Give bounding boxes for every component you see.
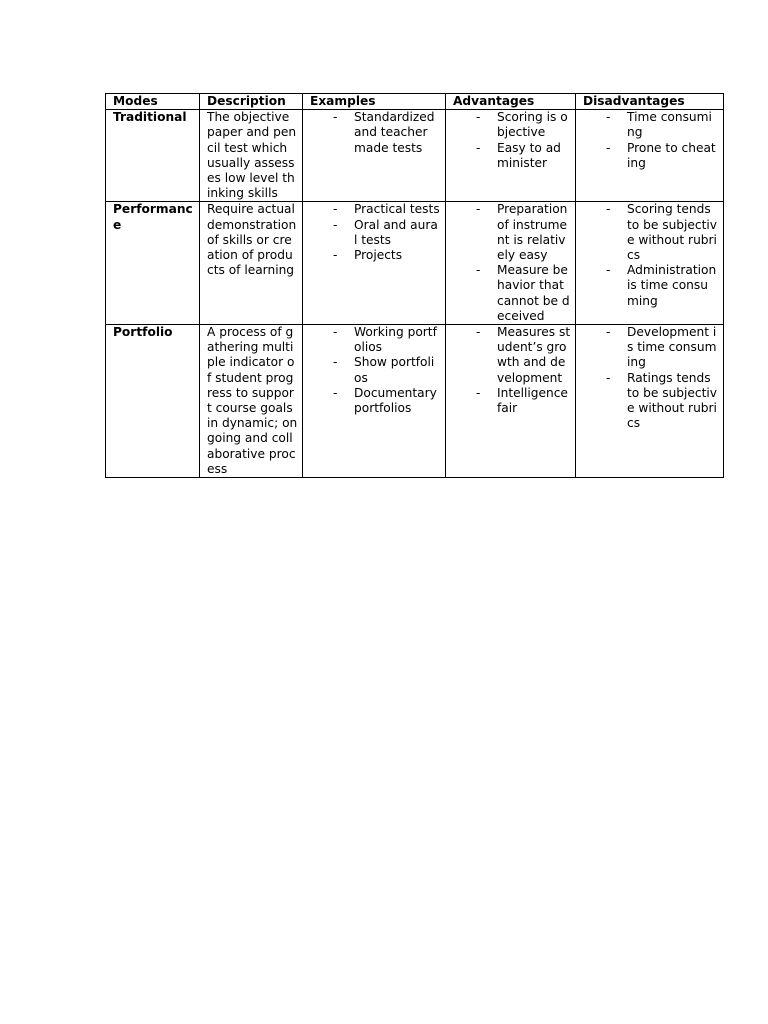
list-item-text: Scoring is objective bbox=[497, 110, 568, 140]
examples-list bbox=[310, 325, 441, 416]
dash-bullet-icon: - bbox=[333, 217, 338, 232]
list-item-text: Practical tests bbox=[354, 202, 440, 217]
advantages-list bbox=[453, 325, 571, 416]
dash-bullet-icon: - bbox=[606, 263, 611, 278]
dash-bullet-icon: - bbox=[476, 263, 481, 278]
dash-bullet-icon: - bbox=[333, 385, 338, 400]
cell-disadvantages bbox=[576, 202, 724, 325]
cell-advantages bbox=[446, 202, 576, 325]
list-item bbox=[453, 202, 571, 263]
cell-advantages bbox=[446, 110, 576, 202]
dash-bullet-icon: - bbox=[333, 110, 338, 125]
header-modes: Modes bbox=[106, 94, 200, 110]
cell-description: Require actual demonstration of skills or creation of products of learning bbox=[200, 202, 303, 325]
list-item-text: Show portfolios bbox=[354, 355, 435, 385]
list-item bbox=[583, 141, 719, 171]
disadvantages-list bbox=[583, 325, 719, 431]
list-item bbox=[583, 202, 719, 263]
list-item bbox=[583, 263, 719, 309]
list-item-text: Administration is time consuming bbox=[627, 263, 717, 308]
header-examples: Examples bbox=[303, 94, 446, 110]
list-item-text: Preparation of instrument is relatively easy bbox=[497, 202, 568, 263]
list-item-text: Development is time consuming bbox=[627, 325, 717, 370]
list-item bbox=[453, 386, 571, 416]
cell-description: The objective paper and pencil test which usually assesses low level thinking skills bbox=[200, 110, 303, 202]
list-item bbox=[583, 325, 719, 371]
header-description: Description bbox=[200, 94, 303, 110]
list-item-text: Measures student’s growth and development bbox=[497, 325, 571, 385]
cell-examples bbox=[303, 202, 446, 325]
dash-bullet-icon: - bbox=[333, 355, 338, 370]
list-item-text: Documentary portfolios bbox=[354, 385, 437, 416]
advantages-list bbox=[453, 110, 571, 171]
header-advantages: Advantages bbox=[446, 94, 576, 110]
dash-bullet-icon: - bbox=[476, 325, 481, 340]
dash-bullet-icon: - bbox=[333, 202, 338, 217]
disadvantages-list bbox=[583, 110, 719, 171]
list-item bbox=[310, 386, 441, 416]
list-item-text: Time consuming bbox=[627, 110, 712, 140]
cell-disadvantages bbox=[576, 325, 724, 478]
list-item bbox=[310, 325, 441, 355]
table-body bbox=[106, 110, 724, 478]
assessment-modes-table bbox=[105, 93, 724, 478]
list-item-text: Oral and aural tests bbox=[354, 217, 438, 247]
cell-description: A process of gathering multiple indicator of student progress to support course goals in dynamic; ongoing and collaborative process bbox=[200, 325, 303, 478]
examples-list bbox=[310, 202, 441, 263]
cell-examples bbox=[303, 325, 446, 478]
list-item bbox=[310, 355, 441, 385]
disadvantages-list bbox=[583, 202, 719, 308]
list-item bbox=[453, 141, 571, 171]
list-item-text: Measure behavior that cannot be deceived bbox=[497, 263, 570, 323]
examples-list bbox=[310, 110, 441, 156]
list-item bbox=[583, 371, 719, 432]
list-item bbox=[310, 218, 441, 248]
list-item-text: Easy to administer bbox=[497, 140, 561, 170]
table-header-row bbox=[106, 94, 724, 110]
list-item-text: Prone to cheating bbox=[627, 140, 716, 170]
dash-bullet-icon: - bbox=[476, 385, 481, 400]
list-item-text: Projects bbox=[354, 248, 403, 263]
dash-bullet-icon: - bbox=[606, 370, 611, 385]
header-disadvantages: Disadvantages bbox=[576, 94, 724, 110]
dash-bullet-icon: - bbox=[476, 110, 481, 125]
cell-examples bbox=[303, 110, 446, 202]
list-item bbox=[310, 248, 441, 263]
table-row bbox=[106, 110, 724, 202]
dash-bullet-icon: - bbox=[333, 248, 338, 263]
cell-mode: Performance bbox=[106, 202, 200, 325]
dash-bullet-icon: - bbox=[606, 202, 611, 217]
dash-bullet-icon: - bbox=[476, 202, 481, 217]
dash-bullet-icon: - bbox=[606, 140, 611, 155]
list-item-text: Working portfolios bbox=[354, 325, 437, 355]
cell-advantages bbox=[446, 325, 576, 478]
list-item bbox=[310, 110, 441, 156]
advantages-list bbox=[453, 202, 571, 324]
dash-bullet-icon: - bbox=[476, 140, 481, 155]
cell-mode: Traditional bbox=[106, 110, 200, 202]
cell-mode: Portfolio bbox=[106, 325, 200, 478]
list-item-text: Ratings tends to be subjective without rubrics bbox=[627, 370, 717, 431]
list-item-text: Standardized and teacher made tests bbox=[354, 110, 435, 155]
table-row bbox=[106, 325, 724, 478]
dash-bullet-icon: - bbox=[333, 325, 338, 340]
dash-bullet-icon: - bbox=[606, 110, 611, 125]
list-item-text: Intelligence fair bbox=[497, 385, 568, 416]
list-item bbox=[453, 325, 571, 386]
list-item bbox=[453, 263, 571, 324]
list-item bbox=[583, 110, 719, 140]
list-item-text: Scoring tends to be subjective without rubrics bbox=[627, 202, 717, 263]
table-row bbox=[106, 202, 724, 325]
list-item bbox=[310, 202, 441, 217]
list-item bbox=[453, 110, 571, 140]
dash-bullet-icon: - bbox=[606, 325, 611, 340]
cell-disadvantages bbox=[576, 110, 724, 202]
